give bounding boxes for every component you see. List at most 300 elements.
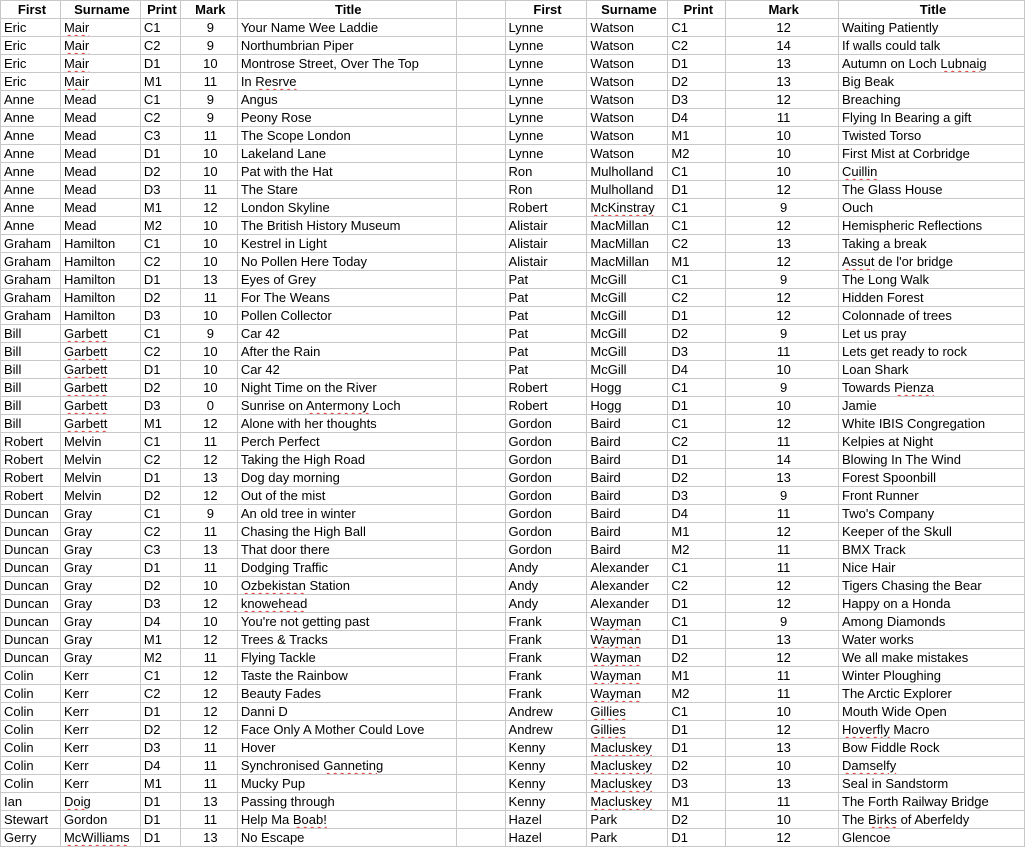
cell-title[interactable]: That door there — [237, 541, 456, 559]
cell-title[interactable]: Ozbekistan Station — [237, 577, 456, 595]
cell-print[interactable]: C1 — [140, 235, 180, 253]
cell-first-2[interactable]: Lynne — [505, 145, 587, 163]
cell-surname[interactable]: Gray — [60, 559, 140, 577]
cell-surname-2[interactable]: McGill — [587, 325, 668, 343]
cell-print[interactable]: D2 — [140, 487, 180, 505]
cell-title[interactable]: Your Name Wee Laddie — [237, 19, 456, 37]
cell-mark-2[interactable]: 12 — [726, 415, 839, 433]
cell-surname-2[interactable] — [587, 685, 668, 703]
cell-print[interactable]: D3 — [140, 595, 180, 613]
cell-mark[interactable]: 11 — [180, 649, 237, 667]
cell-print[interactable]: C2 — [140, 523, 180, 541]
cell-first-2[interactable]: Pat — [505, 343, 587, 361]
cell-first-2[interactable]: Andrew — [505, 721, 587, 739]
header-surname-2[interactable]: Surname — [587, 1, 668, 19]
cell-print-2[interactable]: D1 — [668, 739, 726, 757]
header-print-2[interactable]: Print — [668, 1, 726, 19]
cell-surname[interactable]: Hamilton — [60, 253, 140, 271]
cell-mark[interactable]: 0 — [180, 397, 237, 415]
cell-first-2[interactable]: Gordon — [505, 541, 587, 559]
cell-surname[interactable] — [60, 37, 140, 55]
cell-mark[interactable]: 12 — [180, 199, 237, 217]
cell-mark-2[interactable]: 11 — [726, 685, 839, 703]
cell-mark[interactable]: 11 — [180, 559, 237, 577]
cell-title-2[interactable]: Breaching — [839, 91, 1025, 109]
cell-first[interactable]: Anne — [1, 145, 61, 163]
cell-mark-2[interactable]: 12 — [726, 253, 839, 271]
cell-first[interactable]: Robert — [1, 433, 61, 451]
cell-print[interactable]: D3 — [140, 397, 180, 415]
cell-print-2[interactable]: D1 — [668, 631, 726, 649]
cell-mark-2[interactable]: 11 — [726, 505, 839, 523]
cell-print[interactable]: D4 — [140, 613, 180, 631]
cell-title[interactable]: Perch Perfect — [237, 433, 456, 451]
cell-first-2[interactable]: Alistair — [505, 217, 587, 235]
cell-print-2[interactable]: D1 — [668, 181, 726, 199]
cell-title-2[interactable]: Mouth Wide Open — [839, 703, 1025, 721]
cell-mark-2[interactable]: 9 — [726, 487, 839, 505]
cell-mark-2[interactable]: 12 — [726, 649, 839, 667]
cell-surname-2[interactable]: Watson — [587, 73, 668, 91]
cell-first[interactable]: Eric — [1, 73, 61, 91]
cell-empty[interactable] — [456, 523, 505, 541]
cell-surname[interactable]: Mead — [60, 145, 140, 163]
cell-mark-2[interactable]: 12 — [726, 181, 839, 199]
cell-first[interactable]: Anne — [1, 127, 61, 145]
cell-surname[interactable]: Gray — [60, 523, 140, 541]
cell-title[interactable]: Taking the High Road — [237, 451, 456, 469]
cell-title[interactable]: Pat with the Hat — [237, 163, 456, 181]
cell-surname[interactable] — [60, 19, 140, 37]
cell-first[interactable]: Duncan — [1, 649, 61, 667]
cell-mark-2[interactable]: 12 — [726, 91, 839, 109]
cell-mark[interactable]: 10 — [180, 253, 237, 271]
cell-empty[interactable] — [456, 235, 505, 253]
cell-first[interactable]: Robert — [1, 469, 61, 487]
cell-surname-2[interactable] — [587, 775, 668, 793]
cell-surname-2[interactable]: Alexander — [587, 559, 668, 577]
cell-first[interactable]: Graham — [1, 271, 61, 289]
cell-empty[interactable] — [456, 37, 505, 55]
cell-first[interactable]: Anne — [1, 199, 61, 217]
header-gap[interactable] — [456, 1, 505, 19]
cell-first-2[interactable]: Lynne — [505, 91, 587, 109]
cell-mark[interactable]: 12 — [180, 685, 237, 703]
cell-print-2[interactable]: C1 — [668, 199, 726, 217]
cell-title[interactable]: Mucky Pup — [237, 775, 456, 793]
cell-empty[interactable] — [456, 541, 505, 559]
cell-empty[interactable] — [456, 775, 505, 793]
cell-title[interactable]: Car 42 — [237, 325, 456, 343]
cell-print[interactable]: C2 — [140, 37, 180, 55]
cell-first-2[interactable]: Pat — [505, 307, 587, 325]
cell-first[interactable]: Anne — [1, 181, 61, 199]
cell-empty[interactable] — [456, 757, 505, 775]
cell-surname[interactable]: Hamilton — [60, 307, 140, 325]
cell-first-2[interactable]: Lynne — [505, 127, 587, 145]
cell-mark-2[interactable]: 10 — [726, 703, 839, 721]
cell-surname[interactable]: Mead — [60, 109, 140, 127]
cell-mark[interactable]: 11 — [180, 739, 237, 757]
cell-print[interactable]: D1 — [140, 703, 180, 721]
cell-print-2[interactable]: D2 — [668, 469, 726, 487]
cell-print[interactable]: D3 — [140, 307, 180, 325]
cell-empty[interactable] — [456, 325, 505, 343]
cell-surname[interactable]: Gray — [60, 505, 140, 523]
cell-first[interactable]: Colin — [1, 775, 61, 793]
cell-title-2[interactable]: Hoverfly Macro — [839, 721, 1025, 739]
cell-surname-2[interactable]: Baird — [587, 523, 668, 541]
cell-title-2[interactable]: Among Diamonds — [839, 613, 1025, 631]
cell-print-2[interactable]: C1 — [668, 379, 726, 397]
cell-title-2[interactable]: Waiting Patiently — [839, 19, 1025, 37]
cell-title-2[interactable]: Assut de l'or bridge — [839, 253, 1025, 271]
cell-surname-2[interactable]: Baird — [587, 433, 668, 451]
cell-title[interactable]: You're not getting past — [237, 613, 456, 631]
cell-first-2[interactable]: Kenny — [505, 739, 587, 757]
cell-print[interactable]: D1 — [140, 811, 180, 829]
cell-surname-2[interactable]: Alexander — [587, 577, 668, 595]
cell-first[interactable]: Gerry — [1, 829, 61, 847]
cell-first[interactable]: Duncan — [1, 631, 61, 649]
cell-mark-2[interactable]: 12 — [726, 829, 839, 847]
cell-title[interactable]: The Stare — [237, 181, 456, 199]
cell-mark[interactable]: 10 — [180, 379, 237, 397]
cell-surname[interactable] — [60, 55, 140, 73]
cell-print-2[interactable]: C1 — [668, 163, 726, 181]
cell-surname[interactable]: Hamilton — [60, 289, 140, 307]
cell-print[interactable]: C2 — [140, 343, 180, 361]
cell-print[interactable]: C1 — [140, 91, 180, 109]
cell-mark-2[interactable]: 9 — [726, 199, 839, 217]
cell-print-2[interactable]: D1 — [668, 829, 726, 847]
cell-empty[interactable] — [456, 379, 505, 397]
cell-mark[interactable]: 9 — [180, 325, 237, 343]
cell-mark[interactable]: 10 — [180, 361, 237, 379]
cell-mark-2[interactable]: 11 — [726, 667, 839, 685]
cell-surname-2[interactable]: McGill — [587, 307, 668, 325]
cell-first[interactable]: Bill — [1, 343, 61, 361]
cell-mark[interactable]: 12 — [180, 415, 237, 433]
cell-mark[interactable]: 9 — [180, 19, 237, 37]
cell-print[interactable]: C3 — [140, 541, 180, 559]
cell-print[interactable]: C2 — [140, 685, 180, 703]
cell-title-2[interactable]: Water works — [839, 631, 1025, 649]
cell-title-2[interactable]: The Birks of Aberfeldy — [839, 811, 1025, 829]
header-surname[interactable]: Surname — [60, 1, 140, 19]
header-first[interactable]: First — [1, 1, 61, 19]
cell-mark-2[interactable]: 13 — [726, 775, 839, 793]
cell-first-2[interactable]: Lynne — [505, 19, 587, 37]
cell-first-2[interactable]: Gordon — [505, 505, 587, 523]
cell-title-2[interactable]: Front Runner — [839, 487, 1025, 505]
cell-first[interactable]: Duncan — [1, 505, 61, 523]
cell-print-2[interactable]: C1 — [668, 217, 726, 235]
cell-mark-2[interactable]: 9 — [726, 271, 839, 289]
cell-empty[interactable] — [456, 145, 505, 163]
cell-first-2[interactable]: Pat — [505, 271, 587, 289]
cell-empty[interactable] — [456, 163, 505, 181]
cell-first-2[interactable]: Andy — [505, 595, 587, 613]
cell-first[interactable]: Bill — [1, 379, 61, 397]
cell-mark[interactable]: 13 — [180, 829, 237, 847]
cell-empty[interactable] — [456, 559, 505, 577]
cell-title-2[interactable]: Forest Spoonbill — [839, 469, 1025, 487]
cell-first[interactable]: Duncan — [1, 559, 61, 577]
cell-title-2[interactable]: Jamie — [839, 397, 1025, 415]
cell-mark[interactable]: 10 — [180, 235, 237, 253]
cell-first[interactable]: Graham — [1, 289, 61, 307]
cell-surname[interactable]: Gray — [60, 631, 140, 649]
cell-title-2[interactable] — [839, 757, 1025, 775]
cell-print-2[interactable]: D4 — [668, 361, 726, 379]
cell-mark[interactable]: 9 — [180, 505, 237, 523]
cell-empty[interactable] — [456, 451, 505, 469]
cell-surname[interactable]: Gray — [60, 577, 140, 595]
cell-print-2[interactable]: D3 — [668, 91, 726, 109]
cell-mark[interactable]: 13 — [180, 271, 237, 289]
cell-title[interactable]: Synchronised Ganneting — [237, 757, 456, 775]
cell-surname-2[interactable] — [587, 613, 668, 631]
cell-mark-2[interactable]: 11 — [726, 793, 839, 811]
cell-first-2[interactable]: Frank — [505, 649, 587, 667]
cell-print[interactable]: D2 — [140, 379, 180, 397]
cell-print-2[interactable]: C2 — [668, 235, 726, 253]
cell-first[interactable]: Colin — [1, 667, 61, 685]
cell-title[interactable]: Peony Rose — [237, 109, 456, 127]
cell-first-2[interactable]: Robert — [505, 397, 587, 415]
cell-mark[interactable]: 12 — [180, 703, 237, 721]
cell-print[interactable]: D1 — [140, 271, 180, 289]
cell-print[interactable]: D1 — [140, 145, 180, 163]
cell-mark[interactable]: 10 — [180, 343, 237, 361]
cell-mark-2[interactable]: 10 — [726, 757, 839, 775]
cell-surname[interactable]: Kerr — [60, 703, 140, 721]
cell-empty[interactable] — [456, 631, 505, 649]
cell-surname-2[interactable] — [587, 703, 668, 721]
cell-first[interactable]: Eric — [1, 55, 61, 73]
cell-mark[interactable]: 12 — [180, 667, 237, 685]
header-mark-2[interactable]: Mark — [726, 1, 839, 19]
cell-surname-2[interactable]: Watson — [587, 37, 668, 55]
cell-empty[interactable] — [456, 19, 505, 37]
cell-surname[interactable]: Gray — [60, 613, 140, 631]
cell-title[interactable]: Alone with her thoughts — [237, 415, 456, 433]
cell-empty[interactable] — [456, 829, 505, 847]
cell-surname[interactable]: Melvin — [60, 469, 140, 487]
cell-title-2[interactable]: Seal in Sandstorm — [839, 775, 1025, 793]
cell-mark-2[interactable]: 9 — [726, 325, 839, 343]
cell-mark-2[interactable]: 11 — [726, 541, 839, 559]
cell-empty[interactable] — [456, 307, 505, 325]
cell-title[interactable]: Chasing the High Ball — [237, 523, 456, 541]
cell-print-2[interactable]: C1 — [668, 559, 726, 577]
cell-empty[interactable] — [456, 55, 505, 73]
cell-first[interactable]: Duncan — [1, 541, 61, 559]
cell-first-2[interactable]: Lynne — [505, 37, 587, 55]
cell-first-2[interactable]: Lynne — [505, 55, 587, 73]
header-title-2[interactable]: Title — [839, 1, 1025, 19]
cell-surname-2[interactable]: McGill — [587, 271, 668, 289]
cell-title-2[interactable]: Nice Hair — [839, 559, 1025, 577]
cell-surname-2[interactable]: Baird — [587, 415, 668, 433]
cell-title-2[interactable]: First Mist at Corbridge — [839, 145, 1025, 163]
cell-first-2[interactable]: Frank — [505, 613, 587, 631]
cell-mark[interactable]: 10 — [180, 55, 237, 73]
cell-first-2[interactable]: Lynne — [505, 73, 587, 91]
cell-mark-2[interactable]: 10 — [726, 163, 839, 181]
cell-empty[interactable] — [456, 703, 505, 721]
cell-surname[interactable]: Mead — [60, 181, 140, 199]
cell-surname[interactable]: Kerr — [60, 685, 140, 703]
cell-mark[interactable]: 10 — [180, 217, 237, 235]
cell-first[interactable]: Robert — [1, 487, 61, 505]
cell-title[interactable]: London Skyline — [237, 199, 456, 217]
cell-empty[interactable] — [456, 127, 505, 145]
cell-print-2[interactable]: D2 — [668, 73, 726, 91]
cell-first-2[interactable]: Alistair — [505, 253, 587, 271]
cell-empty[interactable] — [456, 811, 505, 829]
cell-title[interactable]: An old tree in winter — [237, 505, 456, 523]
cell-mark[interactable]: 11 — [180, 289, 237, 307]
cell-mark[interactable]: 12 — [180, 631, 237, 649]
cell-empty[interactable] — [456, 415, 505, 433]
cell-surname-2[interactable]: MacMillan — [587, 217, 668, 235]
cell-surname-2[interactable] — [587, 667, 668, 685]
cell-surname[interactable]: Gray — [60, 595, 140, 613]
cell-print-2[interactable]: D4 — [668, 505, 726, 523]
cell-mark-2[interactable]: 13 — [726, 739, 839, 757]
cell-empty[interactable] — [456, 217, 505, 235]
cell-first[interactable]: Bill — [1, 361, 61, 379]
cell-title[interactable]: Angus — [237, 91, 456, 109]
cell-first-2[interactable]: Gordon — [505, 523, 587, 541]
cell-empty[interactable] — [456, 613, 505, 631]
cell-empty[interactable] — [456, 73, 505, 91]
cell-empty[interactable] — [456, 505, 505, 523]
cell-title-2[interactable]: Two's Company — [839, 505, 1025, 523]
cell-mark[interactable]: 12 — [180, 487, 237, 505]
cell-first[interactable]: Anne — [1, 163, 61, 181]
cell-title-2[interactable]: Let us pray — [839, 325, 1025, 343]
cell-title-2[interactable]: Ouch — [839, 199, 1025, 217]
cell-print-2[interactable]: D1 — [668, 55, 726, 73]
cell-title-2[interactable]: If walls could talk — [839, 37, 1025, 55]
cell-surname[interactable]: Melvin — [60, 433, 140, 451]
cell-title[interactable]: No Escape — [237, 829, 456, 847]
cell-mark[interactable]: 11 — [180, 523, 237, 541]
cell-title-2[interactable]: Glencoe — [839, 829, 1025, 847]
cell-first-2[interactable]: Alistair — [505, 235, 587, 253]
cell-title[interactable]: Sunrise on Antermony Loch — [237, 397, 456, 415]
cell-print[interactable]: D3 — [140, 739, 180, 757]
cell-empty[interactable] — [456, 739, 505, 757]
cell-print[interactable]: M1 — [140, 415, 180, 433]
cell-empty[interactable] — [456, 433, 505, 451]
cell-first-2[interactable]: Frank — [505, 685, 587, 703]
cell-empty[interactable] — [456, 361, 505, 379]
cell-mark[interactable]: 11 — [180, 433, 237, 451]
cell-title-2[interactable]: Happy on a Honda — [839, 595, 1025, 613]
cell-first-2[interactable]: Andy — [505, 559, 587, 577]
cell-surname-2[interactable]: MacMillan — [587, 235, 668, 253]
cell-empty[interactable] — [456, 667, 505, 685]
cell-print[interactable]: C2 — [140, 109, 180, 127]
cell-surname-2[interactable]: Park — [587, 811, 668, 829]
cell-surname-2[interactable]: MacMillan — [587, 253, 668, 271]
cell-mark-2[interactable]: 13 — [726, 73, 839, 91]
cell-surname-2[interactable]: Baird — [587, 469, 668, 487]
cell-print-2[interactable]: D1 — [668, 307, 726, 325]
cell-print[interactable]: M2 — [140, 217, 180, 235]
cell-title[interactable]: Pollen Collector — [237, 307, 456, 325]
cell-surname-2[interactable]: Baird — [587, 451, 668, 469]
cell-title-2[interactable]: Loan Shark — [839, 361, 1025, 379]
cell-print-2[interactable]: M2 — [668, 685, 726, 703]
cell-surname[interactable]: Mead — [60, 163, 140, 181]
cell-title[interactable]: Dog day morning — [237, 469, 456, 487]
cell-surname[interactable] — [60, 73, 140, 91]
cell-surname[interactable]: Hamilton — [60, 235, 140, 253]
cell-first[interactable]: Anne — [1, 109, 61, 127]
cell-surname-2[interactable]: Alexander — [587, 595, 668, 613]
cell-mark-2[interactable]: 11 — [726, 109, 839, 127]
cell-surname[interactable] — [60, 829, 140, 847]
cell-print[interactable]: D1 — [140, 55, 180, 73]
cell-mark[interactable]: 10 — [180, 577, 237, 595]
cell-print-2[interactable]: D1 — [668, 451, 726, 469]
cell-title[interactable]: Taste the Rainbow — [237, 667, 456, 685]
cell-first[interactable]: Colin — [1, 739, 61, 757]
cell-first-2[interactable]: Ron — [505, 163, 587, 181]
cell-print-2[interactable]: D2 — [668, 757, 726, 775]
cell-surname[interactable]: Hamilton — [60, 271, 140, 289]
cell-title-2[interactable]: Colonnade of trees — [839, 307, 1025, 325]
cell-first[interactable]: Stewart — [1, 811, 61, 829]
cell-title[interactable]: Passing through — [237, 793, 456, 811]
cell-empty[interactable] — [456, 109, 505, 127]
cell-print-2[interactable]: D3 — [668, 487, 726, 505]
cell-print-2[interactable]: M1 — [668, 667, 726, 685]
cell-mark-2[interactable]: 11 — [726, 433, 839, 451]
cell-title[interactable]: Out of the mist — [237, 487, 456, 505]
cell-title-2[interactable]: The Arctic Explorer — [839, 685, 1025, 703]
cell-title-2[interactable]: Lets get ready to rock — [839, 343, 1025, 361]
cell-print-2[interactable]: M2 — [668, 145, 726, 163]
cell-mark-2[interactable]: 10 — [726, 361, 839, 379]
cell-mark-2[interactable]: 12 — [726, 577, 839, 595]
cell-first-2[interactable]: Pat — [505, 325, 587, 343]
cell-title-2[interactable]: The Long Walk — [839, 271, 1025, 289]
cell-print[interactable]: C3 — [140, 127, 180, 145]
cell-print[interactable]: D2 — [140, 289, 180, 307]
cell-title[interactable]: In Resrve — [237, 73, 456, 91]
cell-title[interactable]: Kestrel in Light — [237, 235, 456, 253]
cell-empty[interactable] — [456, 91, 505, 109]
cell-title-2[interactable]: We all make mistakes — [839, 649, 1025, 667]
cell-mark-2[interactable]: 10 — [726, 127, 839, 145]
cell-empty[interactable] — [456, 487, 505, 505]
cell-first[interactable]: Colin — [1, 721, 61, 739]
cell-print[interactable]: M1 — [140, 631, 180, 649]
cell-print[interactable]: D2 — [140, 577, 180, 595]
cell-first[interactable]: Colin — [1, 703, 61, 721]
cell-print-2[interactable]: C2 — [668, 433, 726, 451]
cell-title-2[interactable]: The Forth Railway Bridge — [839, 793, 1025, 811]
cell-mark-2[interactable]: 14 — [726, 37, 839, 55]
header-print[interactable]: Print — [140, 1, 180, 19]
cell-surname-2[interactable]: Mulholland — [587, 163, 668, 181]
